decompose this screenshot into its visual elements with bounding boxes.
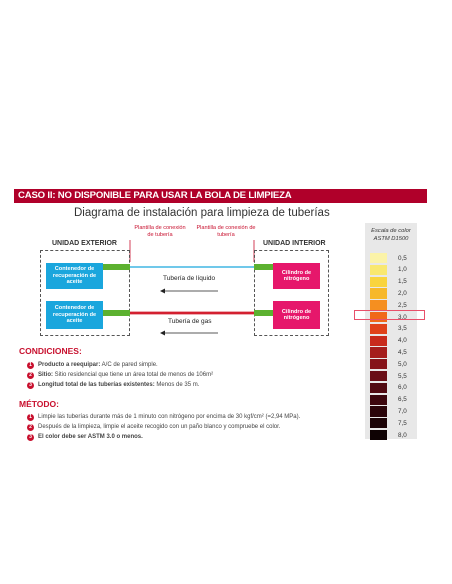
scale-swatch bbox=[370, 288, 387, 298]
fitting-indoor-bottom bbox=[254, 310, 273, 316]
step-number: 1 bbox=[27, 414, 34, 421]
scale-swatch bbox=[370, 406, 387, 416]
flow-arrow-bottom-head bbox=[160, 331, 165, 336]
scale-value: 7,5 bbox=[398, 419, 407, 427]
list-item bbox=[27, 422, 300, 432]
condition-label: Longitud total de las tuberías existentes: bbox=[38, 382, 155, 388]
list-item bbox=[27, 370, 213, 380]
scale-swatch bbox=[370, 430, 387, 440]
method-list bbox=[27, 412, 300, 442]
scale-value: 7,0 bbox=[398, 407, 407, 415]
oil-container-top: Contenedor de recuperación de aceite bbox=[46, 263, 103, 289]
scale-swatch bbox=[370, 418, 387, 428]
conditions-list bbox=[27, 360, 213, 390]
scale-swatch bbox=[370, 265, 387, 275]
method-text: Después de la limpieza, limpie el aceite recogido con un paño blanco y compruebe el color. bbox=[38, 424, 281, 430]
condition-text: Menos de 35 m. bbox=[154, 382, 200, 388]
banner-title: CASO II: NO DISPONIBLE PARA USAR LA BOLA DE LIMPIEZA bbox=[18, 190, 292, 201]
scale-swatch bbox=[370, 277, 387, 287]
scale-value: 4,5 bbox=[398, 348, 407, 356]
method-title: MÉTODO: bbox=[19, 399, 59, 409]
gas-pipe-label: Tubería de gas bbox=[168, 318, 212, 325]
astm-color-scale bbox=[365, 223, 417, 439]
outdoor-unit-label: UNIDAD EXTERIOR bbox=[52, 240, 117, 247]
scale-swatch bbox=[370, 371, 387, 381]
fitting-outdoor-top bbox=[103, 264, 130, 270]
step-number: 2 bbox=[27, 424, 34, 431]
scale-value: 6,0 bbox=[398, 384, 407, 392]
scale-value: 2,0 bbox=[398, 289, 407, 297]
condition-text: Sitio residencial que tiene un área total de menos de 106m² bbox=[53, 372, 214, 378]
scale-swatch bbox=[370, 324, 387, 334]
scale-value: 1,0 bbox=[398, 266, 407, 274]
scale-swatch bbox=[370, 336, 387, 346]
method-text: Limpie las tuberías durante más de 1 minuto con nitrógeno por encima de 30 kgf/cm² (=2,94 MPa). bbox=[38, 414, 301, 420]
oil-container-bottom: Contenedor de recuperación de aceite bbox=[46, 301, 103, 329]
scale-value: 3,5 bbox=[398, 325, 407, 333]
diagram-title: Diagrama de instalación para limpieza de tuberías bbox=[74, 207, 330, 219]
list-item bbox=[27, 360, 213, 370]
condition-label: Sitio: bbox=[38, 372, 53, 378]
scale-swatch bbox=[370, 383, 387, 393]
step-number: 1 bbox=[27, 362, 34, 369]
condition-label: Producto a reequipar: bbox=[38, 362, 101, 368]
scale-value: 3,0 bbox=[398, 313, 407, 321]
list-item bbox=[27, 432, 300, 442]
scale-swatch bbox=[370, 300, 387, 310]
conditions-title: CONDICIONES: bbox=[19, 346, 82, 356]
scale-value: 6,5 bbox=[398, 396, 407, 404]
fitting-indoor-top bbox=[254, 264, 273, 270]
list-item bbox=[27, 380, 213, 390]
scale-value: 2,5 bbox=[398, 301, 407, 309]
scale-value: 0,5 bbox=[398, 254, 407, 262]
scale-swatch bbox=[370, 359, 387, 369]
scale-swatch bbox=[370, 395, 387, 405]
scale-title-line2: ASTM D1500 bbox=[373, 236, 409, 242]
scale-value: 5,0 bbox=[398, 360, 407, 368]
step-number: 3 bbox=[27, 382, 34, 389]
liquid-pipe-label: Tubería de líquido bbox=[163, 275, 216, 282]
condition-text: A/C de pared simple. bbox=[100, 362, 158, 368]
scale-highlight bbox=[354, 310, 425, 320]
flow-arrow-top-head bbox=[160, 289, 165, 294]
step-number: 3 bbox=[27, 434, 34, 441]
method-label: El color debe ser ASTM 3.0 o menos. bbox=[38, 434, 143, 440]
list-item bbox=[27, 412, 300, 422]
scale-title-line1: Escala de color bbox=[371, 228, 411, 234]
scale-swatch bbox=[370, 253, 387, 263]
scale-value: 4,0 bbox=[398, 337, 407, 345]
scale-swatch bbox=[370, 347, 387, 357]
indoor-unit-label: UNIDAD INTERIOR bbox=[263, 240, 326, 247]
template-label-left: Plantilla de conexión de tubería bbox=[134, 225, 186, 238]
fitting-outdoor-bottom bbox=[103, 310, 130, 316]
nitrogen-cylinder-top: Cilindro de nitrógeno bbox=[273, 263, 320, 289]
scale-value: 1,5 bbox=[398, 278, 407, 286]
scale-value: 8,0 bbox=[398, 431, 407, 439]
nitrogen-cylinder-bottom: Cilindro de nitrógeno bbox=[273, 301, 320, 329]
template-label-right: Plantilla de conexión de tubería bbox=[196, 225, 256, 238]
scale-value: 5,5 bbox=[398, 372, 407, 380]
step-number: 2 bbox=[27, 372, 34, 379]
